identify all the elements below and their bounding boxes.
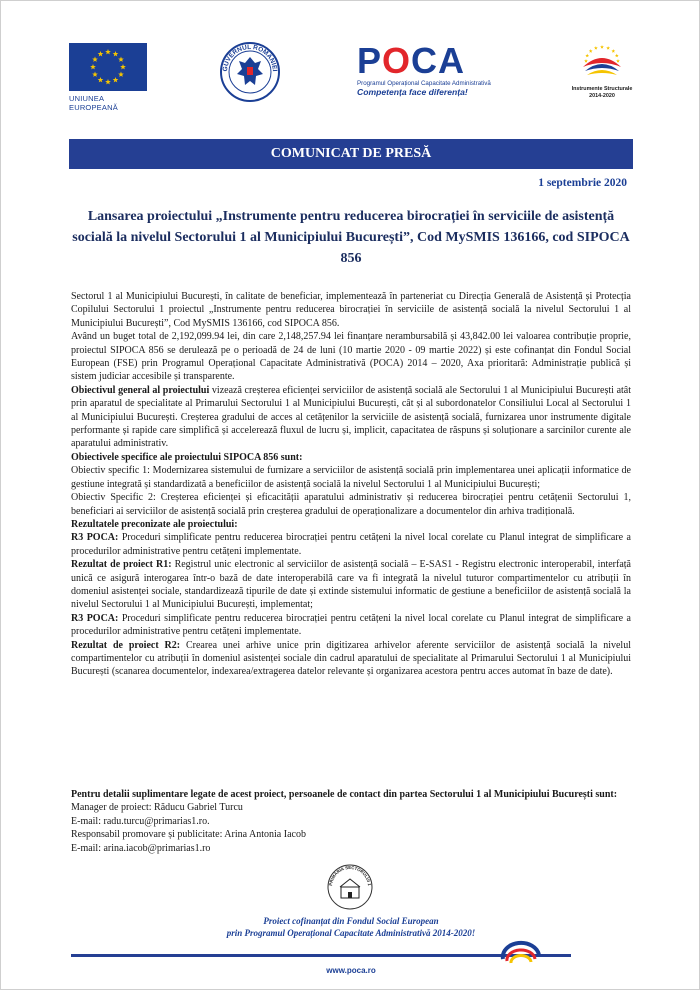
contact-heading: Pentru detalii suplimentare legate de acest proiect, persoanele de contact din partea Sectorului 1 al Municipiului București sunt: [71, 789, 618, 800]
document-body [71, 290, 631, 679]
paragraph-general-objective: Obiectivul general al proiectului vizează creșterea eficienței serviciilor de asistență socială ale Sectorului 1 al Municipiului București atât prin aparatul de specialitate al Primarului Sectorului 1 al Municipiului București, cât și al subordonatelor Consiliului Local al Sectorului 1 al Municipiului București. Creșterea gradului de acces al cetățenilor la serviciile de asistență socială, furnizarea unor instrumente digitale performante și rapide care simplifică și accelerează fluxul de lucru și, implicit, capacitatea de răspuns și soluționare a sarcinilor curente ale aparatului administrativ. [71, 384, 631, 450]
poca-letter-p: P [357, 40, 383, 81]
paragraph-result-r1: Rezultat de proiect R1: Registrul unic electronic al serviciilor de asistență socială – E-SAS1 - Registru electronic interoperabil, interfață unică ce asigură interogarea într-o bază de date interoperabilă care va fi integrată la nivelul tuturor compartimentelor cu atribuții în domeniul asistenței sociale, standardizează tipurile de date și extinde sistemului informatic de gestiune a beneficiilor de asistență socială la nivelul Sectorului 1 al Municipiului București, implementat; [71, 559, 631, 611]
eu-star [98, 51, 104, 56]
poca-letter-o: O [382, 40, 412, 81]
eu-star [120, 64, 126, 69]
contact-promotion-email[interactable]: E-mail: arina.iacob@primarias1.ro [71, 842, 211, 854]
document-title: Lansarea proiectului „Instrumente pentru reducerea birocrației în serviciile de asistență socială la nivelul Sectorului 1 al Municipiului București”, Cod MySMIS 136166, cod SIPOCA 856 [72, 209, 630, 266]
paragraph-intro: Sectorul 1 al Municipiului București, în calitate de beneficiar, implementează în parteneriat cu Direcția Generală de Asistență și Protecția Copilului Sectorului 1 proiectul „Instrumente pentru reducerea birocrației în serviciile de asistență socială la nivelul Sectorului 1 al Municipiului București”, Cod MySMIS 136166, cod SIPOCA 856. [71, 291, 631, 329]
poca-logo [357, 40, 507, 97]
eu-star [90, 64, 96, 69]
structural-instruments-star [589, 49, 593, 53]
poca-swirl-icon [499, 937, 543, 967]
romanian-government-seal [219, 41, 281, 103]
press-release-banner: COMUNICAT DE PRESĂ [69, 139, 633, 169]
paragraph-objective-2: Obiectiv Specific 2: Creșterea eficienței și eficacității aparatului administrativ și reducerea birocrației pentru cetățenii Sectorului 1, beneficiari ai serviciilor de asistență socială prin creșterea gradului de operaționalizare a documentelor din arhiva tradițională. [71, 492, 631, 517]
contact-manager-email[interactable]: E-mail: radu.turcu@primarias1.ro. [71, 815, 210, 827]
poca-subtitle: Programul Operațional Capacitate Administrativă [357, 80, 491, 87]
contact-manager: Manager de proiect: Răducu Gabriel Turcu [71, 802, 243, 814]
eu-label: UNIUNEA EUROPEANĂ [69, 94, 118, 112]
gov-seal-text: GUVERNUL ROMÂNIEI [221, 43, 279, 72]
footer-divider [71, 954, 571, 957]
structural-instruments-star [600, 45, 604, 49]
eu-star [113, 77, 119, 82]
cofinancing-note: Proiect cofinanțat din Fondul Social European prin Programul Operațional Capacitate Administrativă 2014-2020! [226, 916, 476, 938]
eu-star [105, 79, 111, 84]
stamp-text: PRIMĂRIA SECTORULUI 1 [328, 864, 372, 887]
poca-letters-ca: CA [411, 40, 466, 81]
structural-instruments-star [611, 49, 615, 53]
eu-star [118, 72, 124, 77]
heading-expected-results: Rezultatele preconizate ale proiectului: [71, 518, 238, 530]
poca-tagline: Competența face diferența! [357, 87, 468, 97]
structural-instruments-star [606, 46, 610, 50]
paragraph-budget: Având un buget total de 2,192,099.94 lei, din care 2,148,257.94 lei finanțare nerambursabilă și 43,842.00 lei valoarea contribuție proprie, proiectul SIPOCA 856 se derulează pe o perioadă de 24 de luni (10 martie 2020 - 09 martie 2022) și este cofinanțat din Fondul Social European (FSE) prin Programul Operațional Capacitate Administrativă (POCA) 2014 – 2020, Axa prioritară: Administrație publică și sistem judiciar accesibile și transparente. [71, 331, 631, 383]
structural-instruments-icon [577, 41, 627, 81]
structural-instruments-star [616, 59, 620, 63]
structural-instruments-logo [569, 41, 635, 100]
contact-promotion: Responsabil promovare și publicitate: Arina Antonia Iacob [71, 829, 306, 841]
eu-star [98, 77, 104, 82]
poca-wordmark [357, 40, 507, 81]
structural-instruments-star [585, 54, 589, 58]
sector1-city-hall-stamp [326, 863, 374, 911]
structural-instruments-label: Instrumente Structurale 2014-2020 [571, 86, 633, 99]
eu-star [118, 57, 124, 62]
logo-strip [69, 39, 633, 112]
structural-instruments-star [594, 46, 598, 50]
contact-section [71, 788, 631, 855]
eu-star [92, 57, 98, 62]
paragraph-result-r2: Rezultat de proiect R2: Crearea unei arhive unice prin digitizarea arhivelor aferente serviciilor de asistență socială la nivelul compartimentelor cu atribuții în domeniul asistenței sociale din cadrul aparatului de specialitate al Primarului Sectorului 1 al Municipiului București (scanarea documentelor, indexarea/extragerea datelor relevante și organizarea acestora pentru acces automat în baze de date). [71, 639, 631, 678]
eu-flag-icon [69, 43, 147, 91]
eu-star [92, 72, 98, 77]
paragraph-r3-poca-2: R3 POCA: Proceduri simplificate pentru reducerea birocrației pentru cetățeni la nivel local corelate cu Planul integrat de simplificare a procedurilor administrative pentru cetățeni implementate. [71, 612, 631, 638]
paragraph-objective-1: Obiectiv specific 1: Modernizarea sistemului de furnizare a serviciilor de asistență socială prin implementarea unei aplicații informatice de gestiune integrată și standardizată a beneficiilor de asistență socială la nivelul Sectorului 1 al Municipiului București; [71, 465, 631, 490]
structural-instruments-star [615, 54, 619, 58]
eu-logo [69, 43, 149, 112]
structural-instruments-star [584, 59, 588, 63]
eu-star [113, 51, 119, 56]
footer-website-link[interactable]: www.poca.ro [326, 966, 376, 975]
paragraph-r3-poca: R3 POCA: Proceduri simplificate pentru reducerea birocrației pentru cetățeni la nivel local corelate cu Planul integrat de simplificare a procedurilor administrative pentru cetățeni implementate. [71, 532, 631, 557]
release-date: 1 septembrie 2020 [538, 177, 627, 189]
heading-specific-objectives: Obiectivele specifice ale proiectului SIPOCA 856 sunt: [71, 451, 303, 463]
eu-star [105, 49, 111, 54]
